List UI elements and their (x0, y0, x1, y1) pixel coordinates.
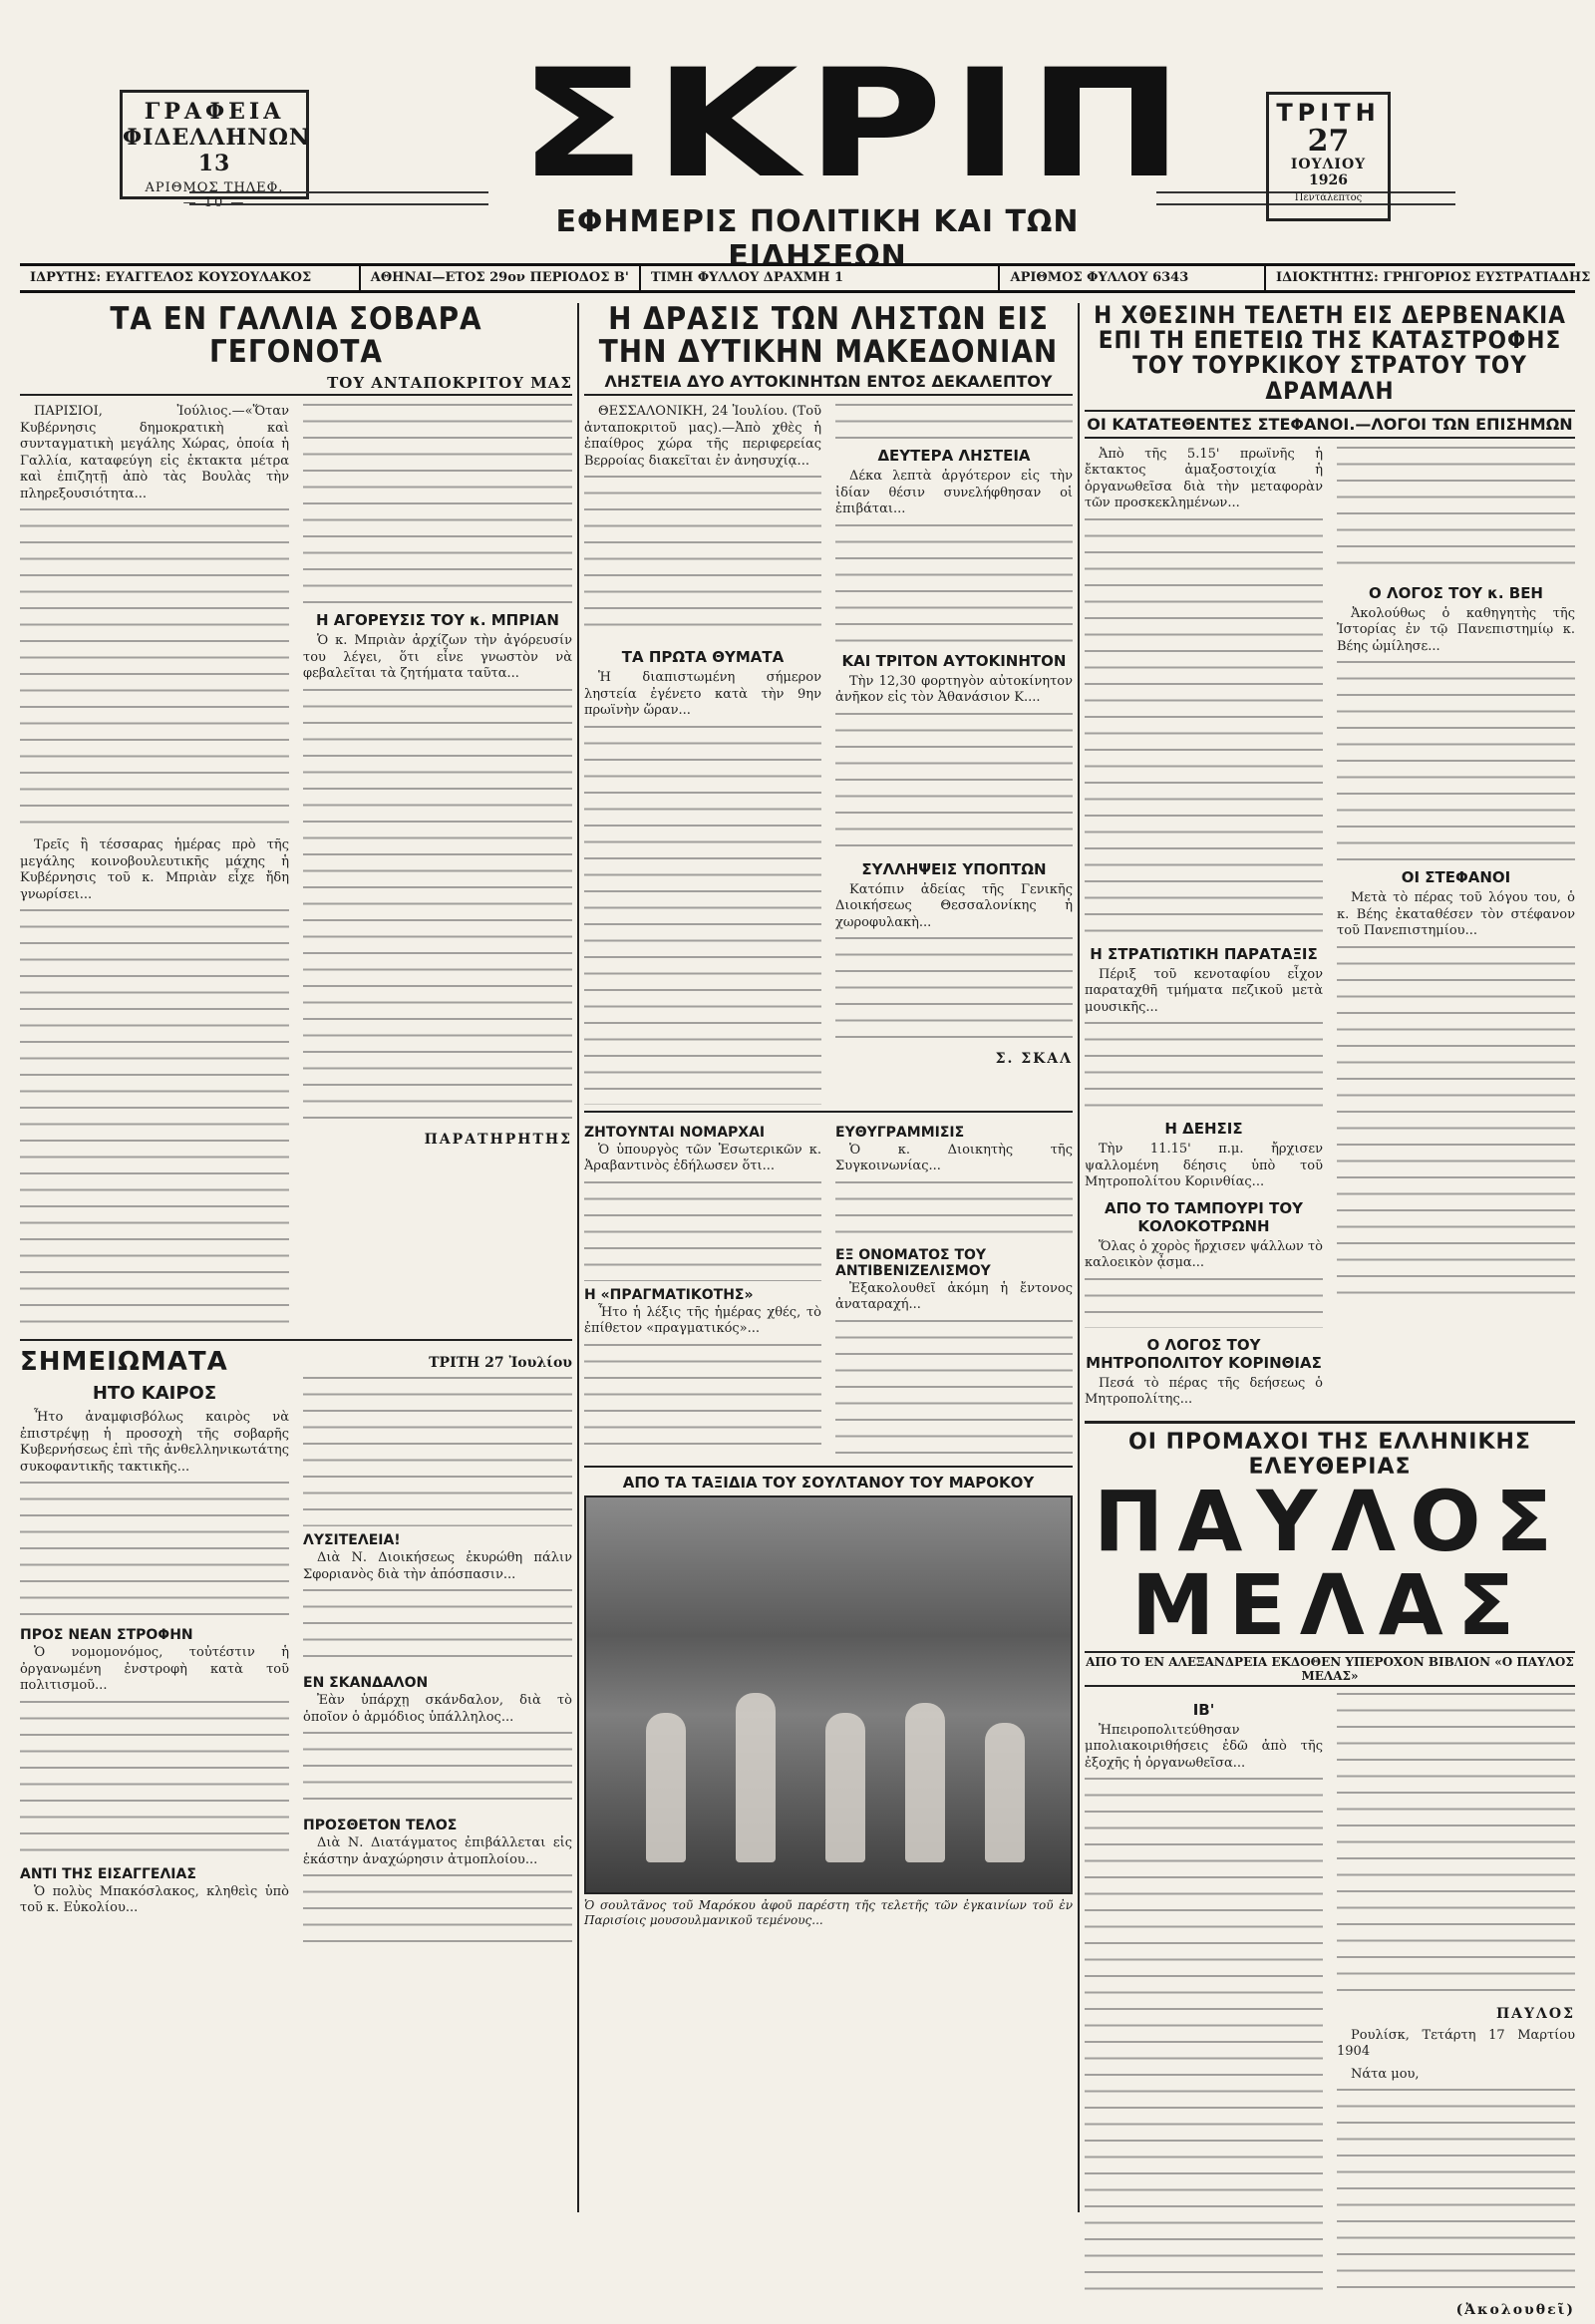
paragraph: Ἡ διαπιστωμένη σήμερον ληστεία ἐγένετο κατὰ τὴν 9ην πρωϊνὴν ὥραν... (584, 670, 821, 719)
text-block (835, 404, 1073, 439)
photo-figure (985, 1723, 1025, 1862)
date-year: 1926 (1309, 172, 1348, 188)
edition-year: ΑΘΗΝΑΙ—ΕΤΟΣ 29ον ΠΕΡΙΟΔΟΣ Β' (361, 266, 641, 290)
text-block (584, 476, 821, 640)
melas-headline: ΠΑΥΛΟΣ ΜΕΛΑΣ (1094, 1472, 1566, 1654)
paragraph: ΘΕΣΣΑΛΟΝΙΚΗ, 24 Ἰουλίου. (Τοῦ ἀνταποκριτοῦ μας).—Ἀπὸ χθὲς ἡ ἐπαίθρος χώρα τῆς περιφερείας Βερροίας διακεῖται ἐν ἀνησυχίᾳ... (584, 404, 821, 469)
section-heading: Η ΔΕΗΣΙΣ (1164, 1120, 1243, 1139)
text-block (303, 1589, 572, 1669)
photo-figure (825, 1713, 865, 1862)
section-heading: ΚΑΙ ΤΡΙΤΟΝ ΑΥΤΟΚΙΝΗΤΟΝ (841, 651, 1067, 670)
article-body (20, 404, 572, 1333)
continued-note: (Ἀκολουθεῖ) (1455, 2302, 1575, 2319)
date-day: 27 (1307, 124, 1350, 159)
article-byline: ΤΟΥ ΑΝΤΑΠΟΚΡΙΤΟΥ ΜΑΣ (20, 374, 572, 396)
note-heading: ΛΥΣΙΤΕΛΕΙΑ! (303, 1532, 401, 1549)
section-rule (20, 1339, 572, 1341)
text-block (1337, 946, 1575, 1305)
paragraph: Μετὰ τὸ πέρας τοῦ λόγου του, ὁ κ. Βέης ἐκαταθέσεν τὸν στέφανον τοῦ Πανεπιστημίου... (1337, 890, 1575, 939)
paragraph: Τὴν 12,30 φορτηγὸν αὐτοκίνητον ἀνῆκον εἰς τὸν Ἀθανάσιον Κ.... (835, 673, 1073, 706)
paragraph: Ἐὰν ὑπάρχῃ σκάνδαλον, διὰ τὸ ὁποῖον ὁ ἀρμόδιος ὑπάλληλος... (303, 1693, 572, 1725)
melas-body (1085, 1693, 1575, 2324)
article-signature: ΠΑΡΑΤΗΡΗΤΗΣ (424, 1131, 572, 1148)
photo-figure (736, 1693, 776, 1862)
date-price-note: Πεντάλεπτος (1294, 192, 1363, 203)
series-heading: ΟΙ ΠΡΟΜΑΧΟΙ ΤΗΣ ΕΛΛΗΝΙΚΗΣ ΕΛΕΥΘΕΡΙΑΣ (1128, 1429, 1531, 1480)
section-rule (584, 1111, 1073, 1113)
section-heading: Η ΣΤΡΑΤΙΩΤΙΚΗ ΠΑΡΑΤΑΞΙΣ (1090, 944, 1318, 963)
text-block (1337, 447, 1575, 576)
section-heading: ΣΥΛΛΗΨΕΙΣ ΥΠΟΠΤΩΝ (861, 859, 1047, 878)
short-news (584, 1119, 1073, 1460)
masthead-ornament-left (189, 191, 488, 205)
paragraph: Ὁ ὑπουργὸς τῶν Ἐσωτερικῶν κ. Ἀραβαντινὸς ἐδήλωσεν ὅτι... (584, 1142, 821, 1174)
text-block (303, 1732, 572, 1812)
section-heading: ΤΑ ΠΡΩΤΑ ΘΥΜΑΤΑ (621, 648, 785, 667)
paragraph: Τρεῖς ἢ τέσσαρας ἡμέρας πρὸ τῆς μεγάλης κοινοβουλευτικῆς μάχης ἡ Κυβέρνησις τοῦ κ. Μπριὰν εἶχε ἤδη γνωρίσει... (20, 837, 289, 902)
text-block (20, 508, 289, 837)
section-rule (1085, 1421, 1575, 1424)
letter-dateline: Ρουλίσκ, Τετάρτη 17 Μαρτίου 1904 (1337, 2027, 1575, 2060)
notes-body (20, 1377, 572, 1954)
paragraph: Πέριξ τοῦ κενοταφίου εἶχον παραταχθῆ τμήματα πεζικοῦ μετὰ μουσικῆς... (1085, 966, 1323, 1015)
paragraph: Διὰ Ν. Διοικήσεως ἐκυρώθη πάλιν Σφοριανὸς διὰ τὴν ἀπόσπασιν... (303, 1550, 572, 1582)
photo-sultan-of-morocco (584, 1495, 1073, 1894)
text-block (20, 1482, 289, 1621)
text-block (20, 1701, 289, 1860)
text-block (584, 1344, 821, 1454)
note-heading: ΖΗΤΟΥΝΤΑΙ ΝΟΜΑΡΧΑΙ (584, 1124, 766, 1141)
article-body (1085, 447, 1575, 1415)
notes-title: ΗΤΟ ΚΑΙΡΟΣ (92, 1383, 217, 1405)
newspaper-subtitle: ΕΦΗΜΕΡΙΣ ΠΟΛΙΤΙΚΗ ΚΑΙ ΤΩΝ ΕΙΔΗΣΕΩΝ (555, 204, 1080, 274)
article-headline: ΤΑ ΕΝ ΓΑΛΛΙΑ ΣΟΒΑΡΑ ΓΕΓΟΝΟΤΑ (110, 301, 482, 370)
section-heading: ΔΕΥΤΕΡΑ ΛΗΣΤΕΙΑ (877, 447, 1031, 466)
notes-header (20, 1347, 572, 1377)
paragraph: Ἐξακολουθεῖ ἀκόμη ἡ ἔντονος ἀναταραχή... (835, 1280, 1073, 1313)
article-body (584, 404, 1073, 1105)
section-heading: ΟΙ ΣΤΕΦΑΝΟΙ (1401, 868, 1511, 887)
notes-heading: ΣΗΜΕΙΩΜΑΤΑ (20, 1347, 228, 1378)
section-heading: Ο ΛΟΓΟΣ ΤΟΥ κ. ΒΕΗ (1369, 583, 1543, 602)
article-headline: Η ΔΡΑΣΙΣ ΤΩΝ ΛΗΣΤΩΝ ΕΙΣ ΤΗΝ ΔΥΤΙΚΗΝ ΜΑΚΕΔΟΝΙΑΝ (598, 301, 1059, 370)
section-rule (584, 1466, 1073, 1468)
article-dervenakia (1085, 301, 1575, 2319)
text-block (835, 1181, 1073, 1241)
text-block (835, 713, 1073, 852)
text-block (303, 1874, 572, 1954)
text-block (584, 726, 821, 1105)
article-france (20, 303, 572, 2212)
photo-figure (646, 1713, 686, 1862)
photo-caption: Ὁ σουλτᾶνος τοῦ Μαρόκου ἀφοῦ παρέστη τῆς τελετῆς τῶν ἐγκαινίων τοῦ ἐν Παρισίοις μουσουλμανικοῦ τεμένους... (584, 1897, 1073, 1927)
note-heading: ΠΡΟΣΘΕΤΟΝ ΤΕΛΟΣ (303, 1818, 458, 1834)
note-heading: Η «ΠΡΑΓΜΑΤΙΚΟΤΗΣ» (584, 1286, 754, 1303)
date-weekday: ΤΡΙΤΗ (1276, 99, 1381, 127)
text-block (1085, 518, 1323, 937)
paragraph: Ὁ νομομονόμος, τοὐτέστιν ἡ ὀργανωμένη ἐνστροφὴ κατὰ τοῦ πολιτισμοῦ... (20, 1645, 289, 1694)
date-box (1266, 92, 1391, 221)
paragraph: ΠΑΡΙΣΙΟΙ, Ἰούλιος.—«Ὅταν Κυβέρνησις δημοκρατικὴ καὶ συνταγματικὴ μεγάλης Χώρας, ὁποία ἡ Γαλλία, καταφεύγη εἰς ἐκτακτα μέτρα καὶ ἐπιζητῇ ἀπὸ τὰς Βουλὰς τὴν πληρεξουσιότητα... (20, 404, 289, 501)
text-block (1085, 1022, 1323, 1112)
paragraph: Ὅλας ὁ χορὸς ἤρχισεν ψάλλων τὸ καλοεικὸν ᾆσμα... (1085, 1238, 1323, 1271)
office-label: ΓΡΑΦΕΙΑ (144, 99, 285, 125)
article-subheadline: ΛΗΣΤΕΙΑ ΔΥΟ ΑΥΤΟΚΙΝΗΤΩΝ ΕΝΤΟΣ ΔΕΚΑΛΕΠΤΟΥ (584, 372, 1073, 396)
text-block (303, 1377, 572, 1526)
paragraph: Τὴν 11.15' π.μ. ἤρχισεν ψαλλομένη δέησις ὑπὸ τοῦ Μητροπολίτου Κορινθίας... (1085, 1142, 1323, 1190)
text-block (303, 689, 572, 1128)
text-block (835, 1320, 1073, 1460)
note-heading: ΕΞ ΟΝΟΜΑΤΟΣ ΤΟΥ ΑΝΤΙΒΕΝΙΖΕΛΙΣΜΟΥ (835, 1246, 991, 1279)
paragraph: Ἦτο ἡ λέξις τῆς ἡμέρας χθές, τὸ ἐπίθετον «πραγματικός»... (584, 1304, 821, 1337)
paragraph: Ὁ κ. Μπριὰν ἀρχίζων τὴν ἀγόρευσίν του λέγει, ὅτι εἶνε γνωστὸν νὰ φεβαλεῖται τὰ ζητήματα ταῦτα... (303, 633, 572, 682)
text-block (1337, 2089, 1575, 2298)
founder: ΙΔΡΥΤΗΣ: ΕΥΑΓΓΕΛΟΣ ΚΟΥΣΟΥΛΑΚΟΣ (20, 266, 361, 290)
text-block (303, 404, 572, 603)
paragraph: Ὁ πολὺς Μπακόσλακος, κληθεὶς ὑπὸ τοῦ κ. Εὐκολίου... (20, 1883, 289, 1916)
installment-number: ΙΒ' (1192, 1700, 1215, 1719)
text-block (835, 937, 1073, 1047)
photo-title: ΑΠΟ ΤΑ ΤΑΞΙΔΙΑ ΤΟΥ ΣΟΥΛΤΑΝΟΥ ΤΟΥ ΜΑΡΟΚΟΥ (622, 1473, 1035, 1492)
date-month: ΙΟΥΛΙΟΥ (1290, 157, 1367, 172)
article-signature: Σ. ΣΚΑΛ (995, 1051, 1073, 1068)
column-divider (577, 303, 579, 2212)
paragraph: Ὁ κ. Διοικητὴς τῆς Συγκοινωνίας... (835, 1142, 1073, 1174)
paragraph: Ἦτο ἀναμφισβόλως καιρὸς νὰ ἐπιστρέψῃ ἡ προσοχὴ τῆς σοβαρῆς Κυβερνήσεως ἐπὶ τῆς ἀνθελληνικωτάτης συκοφαντικῆς τακτικῆς... (20, 1410, 289, 1475)
note-heading: ΑΝΤΙ ΤΗΣ ΕΙΣΑΓΓΕΛΙΑΣ (20, 1865, 196, 1882)
paragraph: Κατόπιν ἀδείας τῆς Γενικῆς Διοικήσεως Θεσσαλονίκης ἡ χωροφυλακὴ... (835, 881, 1073, 930)
masthead (20, 20, 1575, 274)
issue-price: ΤΙΜΗ ΦΥΛΛΟΥ ΔΡΑΧΜΗ 1 (641, 266, 1001, 290)
owner: ΙΔΙΟΚΤΗΤΗΣ: ΓΡΗΓΟΡΙΟΣ ΕΥΣΤΡΑΤΙΑΔΗΣ (1276, 270, 1591, 285)
letter-salutation: Νάτα μου, (1351, 2066, 1420, 2082)
paragraph: Ἀκολούθως ὁ καθηγητὴς τῆς Ἱστορίας ἐν τῷ Πανεπιστημίῳ κ. Βέης ὡμίλησε... (1337, 605, 1575, 654)
office-address: ΦΙΔΕΛΛΗΝΩΝ 13 (123, 125, 311, 176)
newspaper-page (20, 20, 1591, 2319)
text-block (1085, 1778, 1323, 2296)
office-box (120, 90, 311, 210)
letter-signature: ΠΑΥΛΟΣ (1495, 2005, 1575, 2022)
text-block (835, 524, 1073, 644)
office-phone-number: — 10 — (182, 195, 246, 210)
notes-date: ΤΡΙΤΗ 27 Ἰουλίου (429, 1355, 572, 1372)
note-heading: ΕΥΘΥΓΡΑΜΜΙΣΙΣ (835, 1124, 965, 1141)
section-heading: ΑΠΟ ΤΟ ΤΑΜΠΟΥΡΙ ΤΟΥ ΚΟΛΟΚΟΤΡΩΝΗ (1105, 1198, 1303, 1235)
issue-number: ΑΡΙΘΜΟΣ ΦΥΛΛΟΥ 6343 (1000, 266, 1266, 290)
article-subheadline: ΟΙ ΚΑΤΑΤΕΘΕΝΤΕΣ ΣΤΕΦΑΝΟΙ.—ΛΟΓΟΙ ΤΩΝ ΕΠΙΣΗΜΩΝ (1085, 410, 1575, 439)
text-block (1085, 1278, 1323, 1328)
office-phone-label: ΑΡΙΘΜΟΣ ΤΗΛΕΦ. (145, 180, 284, 195)
paragraph: Πεσά τὸ πέρας τῆς δεήσεως ὁ Μητροπολίτης... (1085, 1375, 1323, 1408)
text-block (1337, 1693, 1575, 2002)
melas-subheading: ΑΠΟ ΤΟ ΕΝ ΑΛΕΞΑΝΔΡΕΙΑ ΕΚΔΟΘΕΝ ΥΠΕΡΟΧΟΝ ΒΙΒΛΙΟΝ «Ο ΠΑΥΛΟΣ ΜΕΛΑΣ» (1085, 1651, 1575, 1687)
note-heading: ΠΡΟΣ ΝΕΑΝ ΣΤΡΟΦΗΝ (20, 1627, 193, 1644)
text-block (1337, 661, 1575, 860)
paragraph: Ἠπειροπολιτεύθησαν μπολιακοιριθήσεις ἐδῶ ἀπὸ τῆς ἐξοχῆς ἡ ὀργανωθεῖσα... (1085, 1722, 1323, 1771)
text-block (20, 909, 289, 1333)
paragraph: Διὰ Ν. Διατάγματος ἐπιβάλλεται εἰς ἑκάστην ἀναχώρησιν ἀτμοπλοίου... (303, 1835, 572, 1867)
column-divider (1078, 303, 1080, 2212)
info-bar (20, 263, 1591, 293)
section-heading: Η ΑΓΟΡΕΥΣΙΣ ΤΟΥ κ. ΜΠΡΙΑΝ (316, 611, 559, 630)
newspaper-title: ΣΚΡΙΠ (518, 38, 1191, 211)
paragraph: Ἀπὸ τῆς 5.15' πρωϊνῆς ἡ ἔκτακτος ἀμαξοστοιχία ἡ ὀργανωθεῖσα διὰ τὴν μεταφορὰν τῶν προσκεκλημένων... (1085, 446, 1323, 511)
article-headline: Η ΧΘΕΣΙΝΗ ΤΕΛΕΤΗ ΕΙΣ ΔΕΡΒΕΝΑΚΙΑ ΕΠΙ ΤΗ ΕΠΕΤΕΙΩ ΤΗΣ ΚΑΤΑΣΤΡΟΦΗΣ ΤΟΥ ΤΟΥΡΚΙΚΟΥ ΣΤΡΑΤΟΥ ΤΟΥ ΔΡΑΜΑΛΗ (1094, 301, 1566, 405)
article-brigands (584, 303, 1073, 2212)
paragraph: Δέκα λεπτὰ ἀργότερον εἰς τὴν ἰδίαν θέσιν συνελήφθησαν οἱ ἐπιβάται... (835, 469, 1073, 517)
section-heading: Ο ΛΟΓΟΣ ΤΟΥ ΜΗΤΡΟΠΟΛΙΤΟΥ ΚΟΡΙΝΘΙΑΣ (1086, 1335, 1322, 1372)
text-block (584, 1181, 821, 1281)
note-heading: ΕΝ ΣΚΑΝΔΑΛΟΝ (303, 1675, 429, 1692)
photo-figure (905, 1703, 945, 1862)
